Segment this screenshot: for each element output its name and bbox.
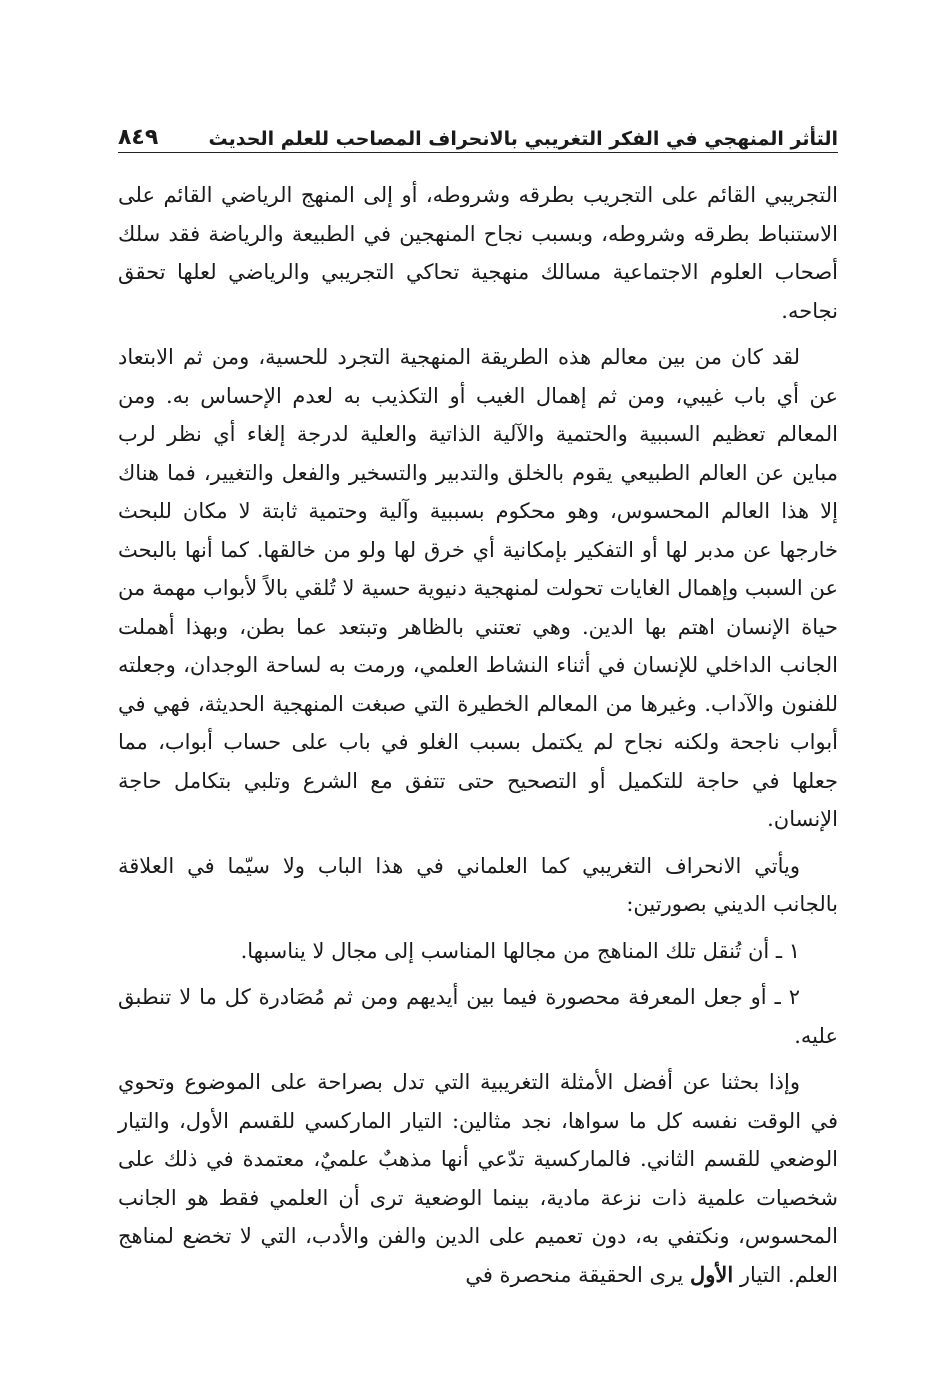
list-item-1: ١ ـ أن تُنقل تلك المناهج من مجالها المناسب إلى مجال لا يناسبها. <box>240 938 800 963</box>
page-body <box>118 176 838 1294</box>
paragraph-westernizing-deviation: ويأتي الانحراف التغريبي كما العلماني في هذا الباب ولا سيّما في العلاقة بالجانب الديني بصورتين: <box>118 853 838 916</box>
paragraph-examples-tail: يرى الحقيقة منحصرة في <box>465 1262 691 1287</box>
paragraph-examples-text: وإذا بحثنا عن أفضل الأمثلة التغريبية التي تدل بصراحة على الموضوع وتحوي في الوقت نفسه كل ما سواها، نجد مثالين: التيار الماركسي للقسم الأول، والتيار الوضعي للقسم الثاني. فالماركسية تدّعي أنها مذهبٌ علميٌ، معتمدة في ذلك على شخصيات علمية ذات نزعة مادية، بينما الوضعية ترى أن العلمي فقط هو الجانب المحسوس، ونكتفي به، دون تعميم على الدين والفن والأدب، التي لا تخضع لمناهج العلم. التيار <box>118 1070 838 1287</box>
paragraph-continuation: التجريبي القائم على التجريب بطرقه وشروطه، أو إلى المنهج الرياضي القائم على الاستنباط بطرقه وشروطه، وبسبب نجاح المنهجين في الطبيعة والرياضة فقد سلك أصحاب العلوم الاجتماعية مسالك منهجية تحاكي التجريبي والرياضي لعلها تحقق نجاحه. <box>118 183 838 323</box>
paragraph-examples <box>118 1063 838 1294</box>
header-divider <box>118 152 838 153</box>
paragraph-methodology-features: لقد كان من بين معالم هذه الطريقة المنهجية التجرد للحسية، ومن ثم الابتعاد عن أي باب غيبي، ومن ثم إهمال الغيب أو التكذيب به لعدم الإحساس به. ومن المعالم تعظيم السببية والحتمية والآلية الذاتية والعلية لدرجة إلغاء أي نظر لرب مباين عن العالم الطبيعي يقوم بالخلق والتدبير والتسخير والفعل والتغيير، فما هناك إلا هذا العالم المحسوس، وهو محكوم بسببية وآلية وحتمية ثابتة لا مكان للبحث خارجها عن مدبر لها أو التفكير بإمكانية أي خرق لها ولو من خالقها. كما أنها بالبحث عن السبب وإهمال الغايات تحولت لمنهجية دنيوية حسية لا تُلقي بالاً لأبواب مهمة من حياة الإنسان اهتم بها الدين. وهي تعتني بالظاهر وتبتعد عما بطن، وبهذا أهملت الجانب الداخلي للإنسان في أثناء النشاط العلمي، ورمت به لساحة الوجدان، وجعلته للفنون والآداب. وغيرها من المعالم الخطيرة التي صبغت المنهجية الحديثة، فهي في أبواب ناجحة ولكنه نجاح لم يكتمل بسبب الغلو في باب على حساب أبواب، مما جعلها في حاجة للتكميل أو التصحيح حتى تتفق مع الشرع وتلبي بتكامل حاجة الإنسان. <box>118 345 838 831</box>
bold-term-first: الأول <box>690 1261 734 1287</box>
page-number: ٨٤٩ <box>118 125 159 150</box>
list-item-2: ٢ ـ أو جعل المعرفة محصورة فيما بين أيديهم ومن ثم مُصَادرة كل ما لا تنطبق عليه. <box>118 985 838 1048</box>
page-header <box>118 104 838 150</box>
running-title: التأثر المنهجي في الفكر التغريبي بالانحراف المصاحب للعلم الحديث <box>208 128 838 150</box>
